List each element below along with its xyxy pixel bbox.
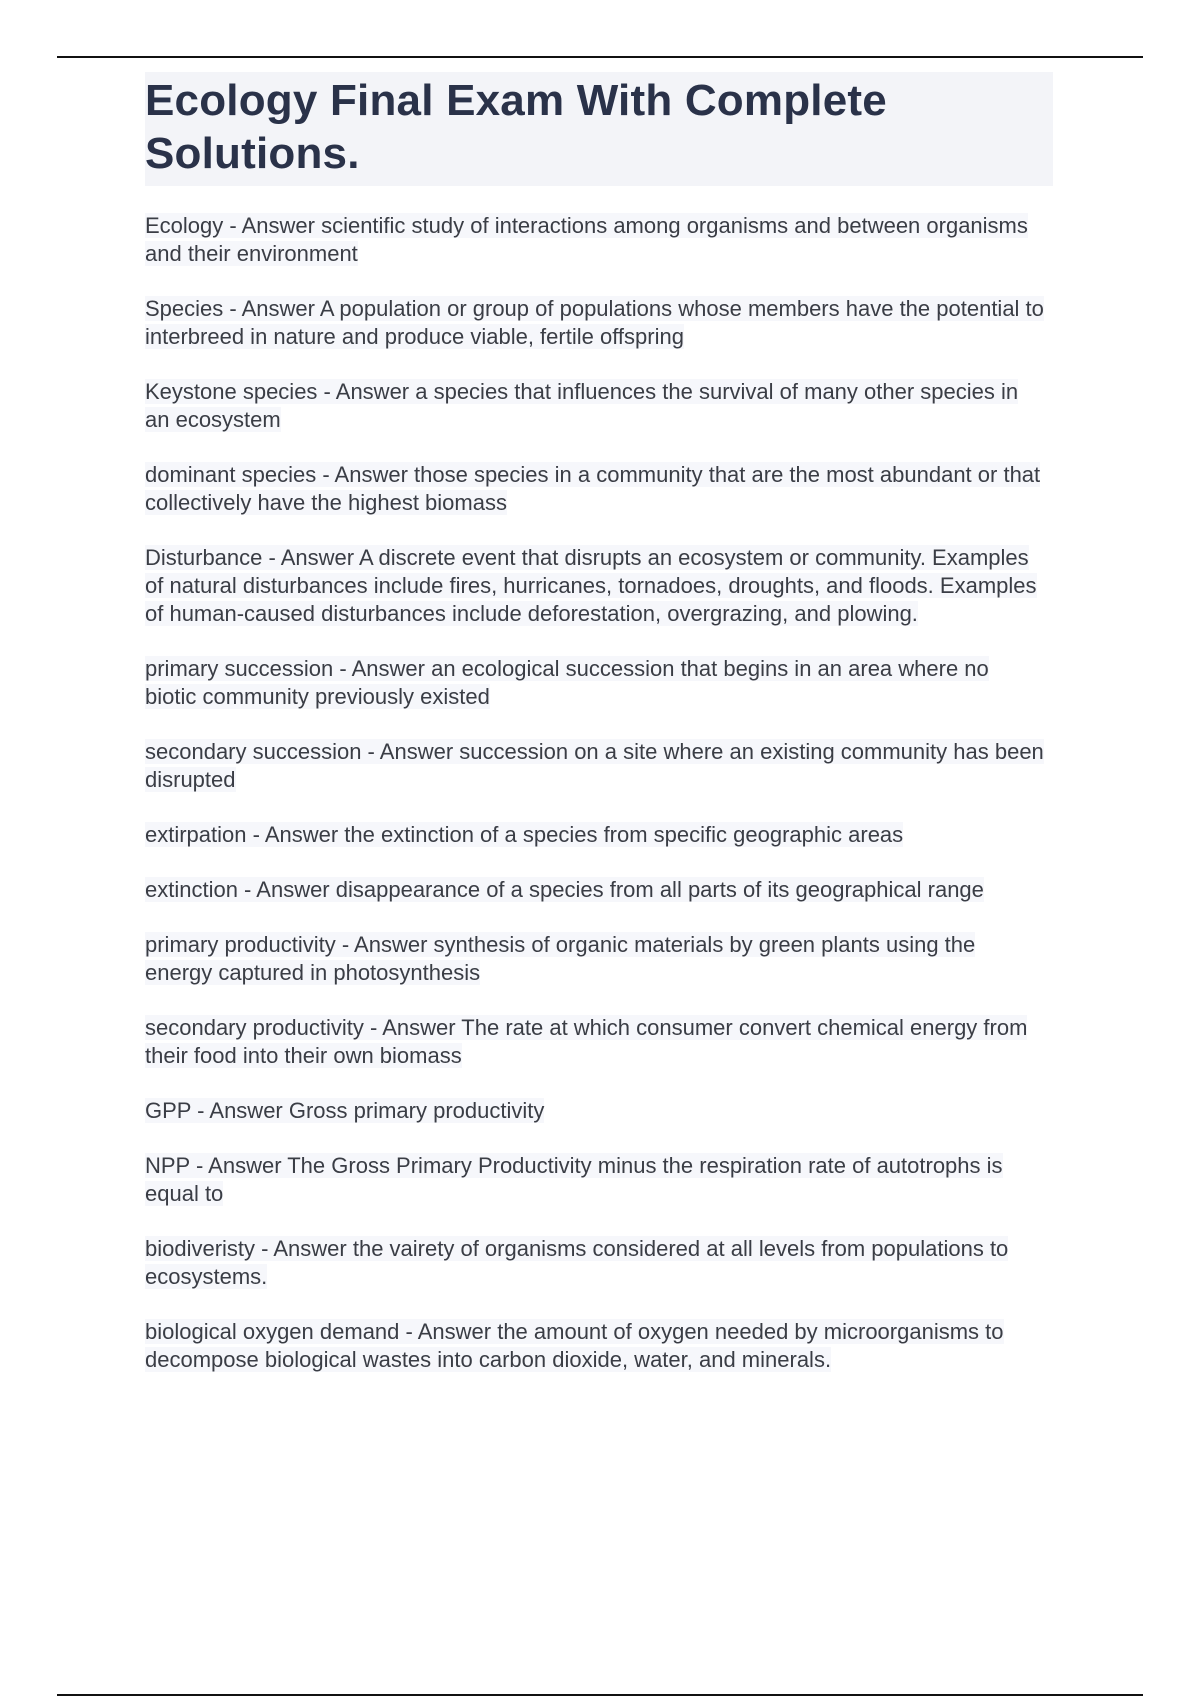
qa-text: Ecology - Answer scientific study of interactions among organisms and between organisms and their environment bbox=[145, 213, 1028, 266]
title-block bbox=[145, 72, 1053, 186]
qa-text: dominant species - Answer those species in a community that are the most abundant or that collectively have the highest biomass bbox=[145, 462, 1041, 515]
qa-item bbox=[145, 378, 1045, 434]
qa-text: biological oxygen demand - Answer the amount of oxygen needed by microorganisms to decompose biological wastes into carbon dioxide, water, and minerals. bbox=[145, 1319, 1004, 1372]
document-body bbox=[145, 72, 1053, 1401]
qa-item bbox=[145, 876, 1045, 904]
qa-text: Keystone species - Answer a species that influences the survival of many other species in an ecosystem bbox=[145, 379, 1019, 432]
qa-text: primary succession - Answer an ecological succession that begins in an area where no biotic community previously existed bbox=[145, 656, 989, 709]
qa-item bbox=[145, 1152, 1045, 1208]
qa-text: NPP - Answer The Gross Primary Productivity minus the respiration rate of autotrophs is equal to bbox=[145, 1153, 1003, 1206]
bottom-rule bbox=[57, 1694, 1143, 1696]
qa-item bbox=[145, 1318, 1045, 1374]
qa-item bbox=[145, 461, 1045, 517]
qa-text: secondary productivity - Answer The rate at which consumer convert chemical energy from their food into their own biomass bbox=[145, 1015, 1028, 1068]
qa-list bbox=[145, 212, 1053, 1374]
qa-item bbox=[145, 1014, 1045, 1070]
qa-item bbox=[145, 295, 1045, 351]
qa-text: extinction - Answer disappearance of a species from all parts of its geographical range bbox=[145, 877, 984, 902]
qa-text: secondary succession - Answer succession on a site where an existing community has been disrupted bbox=[145, 739, 1044, 792]
qa-text: GPP - Answer Gross primary productivity bbox=[145, 1098, 545, 1123]
qa-text: Species - Answer A population or group of populations whose members have the potential to interbreed in nature and produce viable, fertile offspring bbox=[145, 296, 1044, 349]
document-title: Ecology Final Exam With Complete Solutions. bbox=[145, 76, 887, 178]
top-rule bbox=[57, 56, 1143, 58]
qa-item bbox=[145, 931, 1045, 987]
qa-item bbox=[145, 544, 1045, 628]
qa-text: biodiveristy - Answer the vairety of organisms considered at all levels from populations to ecosystems. bbox=[145, 1236, 1009, 1289]
qa-item bbox=[145, 821, 1045, 849]
qa-text: extirpation - Answer the extinction of a species from specific geographic areas bbox=[145, 822, 904, 847]
qa-item bbox=[145, 1235, 1045, 1291]
qa-item bbox=[145, 212, 1045, 268]
qa-text: primary productivity - Answer synthesis of organic materials by green plants using the energy captured in photosynthesis bbox=[145, 932, 976, 985]
qa-item bbox=[145, 1097, 1045, 1125]
qa-item bbox=[145, 655, 1045, 711]
qa-text: Disturbance - Answer A discrete event that disrupts an ecosystem or community. Examples of natural disturbances include fires, hurricanes, tornadoes, droughts, and floods. Examples of human-caused disturbances include deforestation, overgrazing, and plowing. bbox=[145, 545, 1037, 626]
qa-item bbox=[145, 738, 1045, 794]
